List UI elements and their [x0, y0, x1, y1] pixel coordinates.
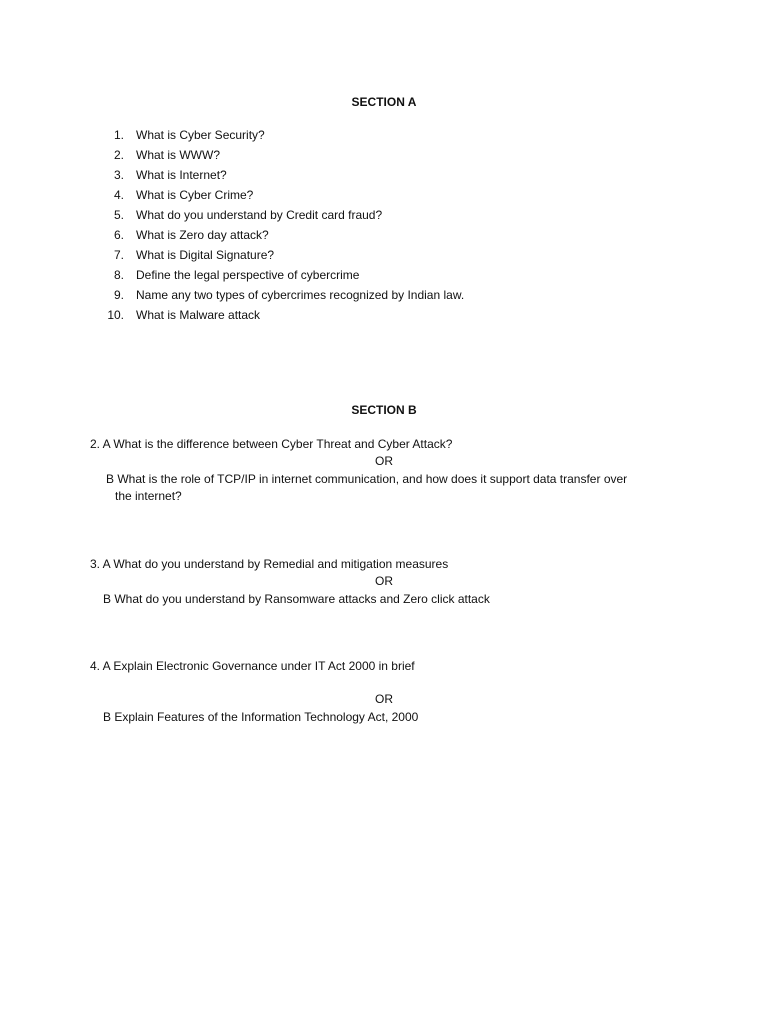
list-item: [100, 227, 464, 247]
list-item: [100, 267, 464, 287]
question-2b-line-2: the internet?: [115, 489, 182, 503]
question-2a: 2. A What is the difference between Cyber Threat and Cyber Attack?: [90, 437, 453, 451]
question-text: Define the legal perspective of cybercrime: [136, 268, 360, 282]
question-3b: B What do you understand by Ransomware attacks and Zero click attack: [103, 592, 490, 606]
question-text: What is WWW?: [136, 148, 220, 162]
question-number: 1.: [113, 128, 124, 142]
question-4a: 4. A Explain Electronic Governance under IT Act 2000 in brief: [90, 659, 415, 673]
list-item: [100, 287, 464, 307]
question-text: Name any two types of cybercrimes recognized by Indian law.: [136, 288, 465, 302]
list-item: [100, 147, 464, 167]
section-a-heading: SECTION A: [351, 95, 417, 109]
or-separator: OR: [375, 454, 393, 468]
question-text: What is Cyber Security?: [136, 128, 265, 142]
list-item: [100, 247, 464, 267]
question-number: 8.: [113, 268, 124, 282]
question-text: What is Digital Signature?: [136, 248, 275, 262]
question-number: 5.: [113, 208, 124, 222]
question-text: What do you understand by Credit card fraud?: [136, 208, 383, 222]
list-item: [100, 167, 464, 187]
section-b-heading: SECTION B: [351, 403, 417, 417]
or-separator: OR: [375, 692, 393, 706]
question-number: 2.: [113, 148, 124, 162]
section-a-question-list: [100, 127, 464, 325]
question-text: What is Malware attack: [136, 308, 261, 322]
question-text: What is Internet?: [136, 168, 227, 182]
question-number: 7.: [113, 248, 124, 262]
question-text: What is Zero day attack?: [136, 228, 269, 242]
list-item: [100, 207, 464, 227]
question-number: 4.: [113, 188, 124, 202]
question-text: What is Cyber Crime?: [136, 188, 254, 202]
question-3a: 3. A What do you understand by Remedial and mitigation measures: [90, 557, 449, 571]
question-number: 6.: [113, 228, 124, 242]
list-item: [100, 127, 464, 147]
question-number: 9.: [113, 288, 124, 302]
list-item: [100, 307, 464, 325]
question-number: 10.: [107, 308, 124, 322]
question-number: 3.: [113, 168, 124, 182]
list-item: [100, 187, 464, 207]
or-separator: OR: [375, 574, 393, 588]
question-2b-line-1: B What is the role of TCP/IP in internet communication, and how does it support data transfer over: [106, 472, 628, 486]
question-4b: B Explain Features of the Information Technology Act, 2000: [103, 710, 419, 724]
